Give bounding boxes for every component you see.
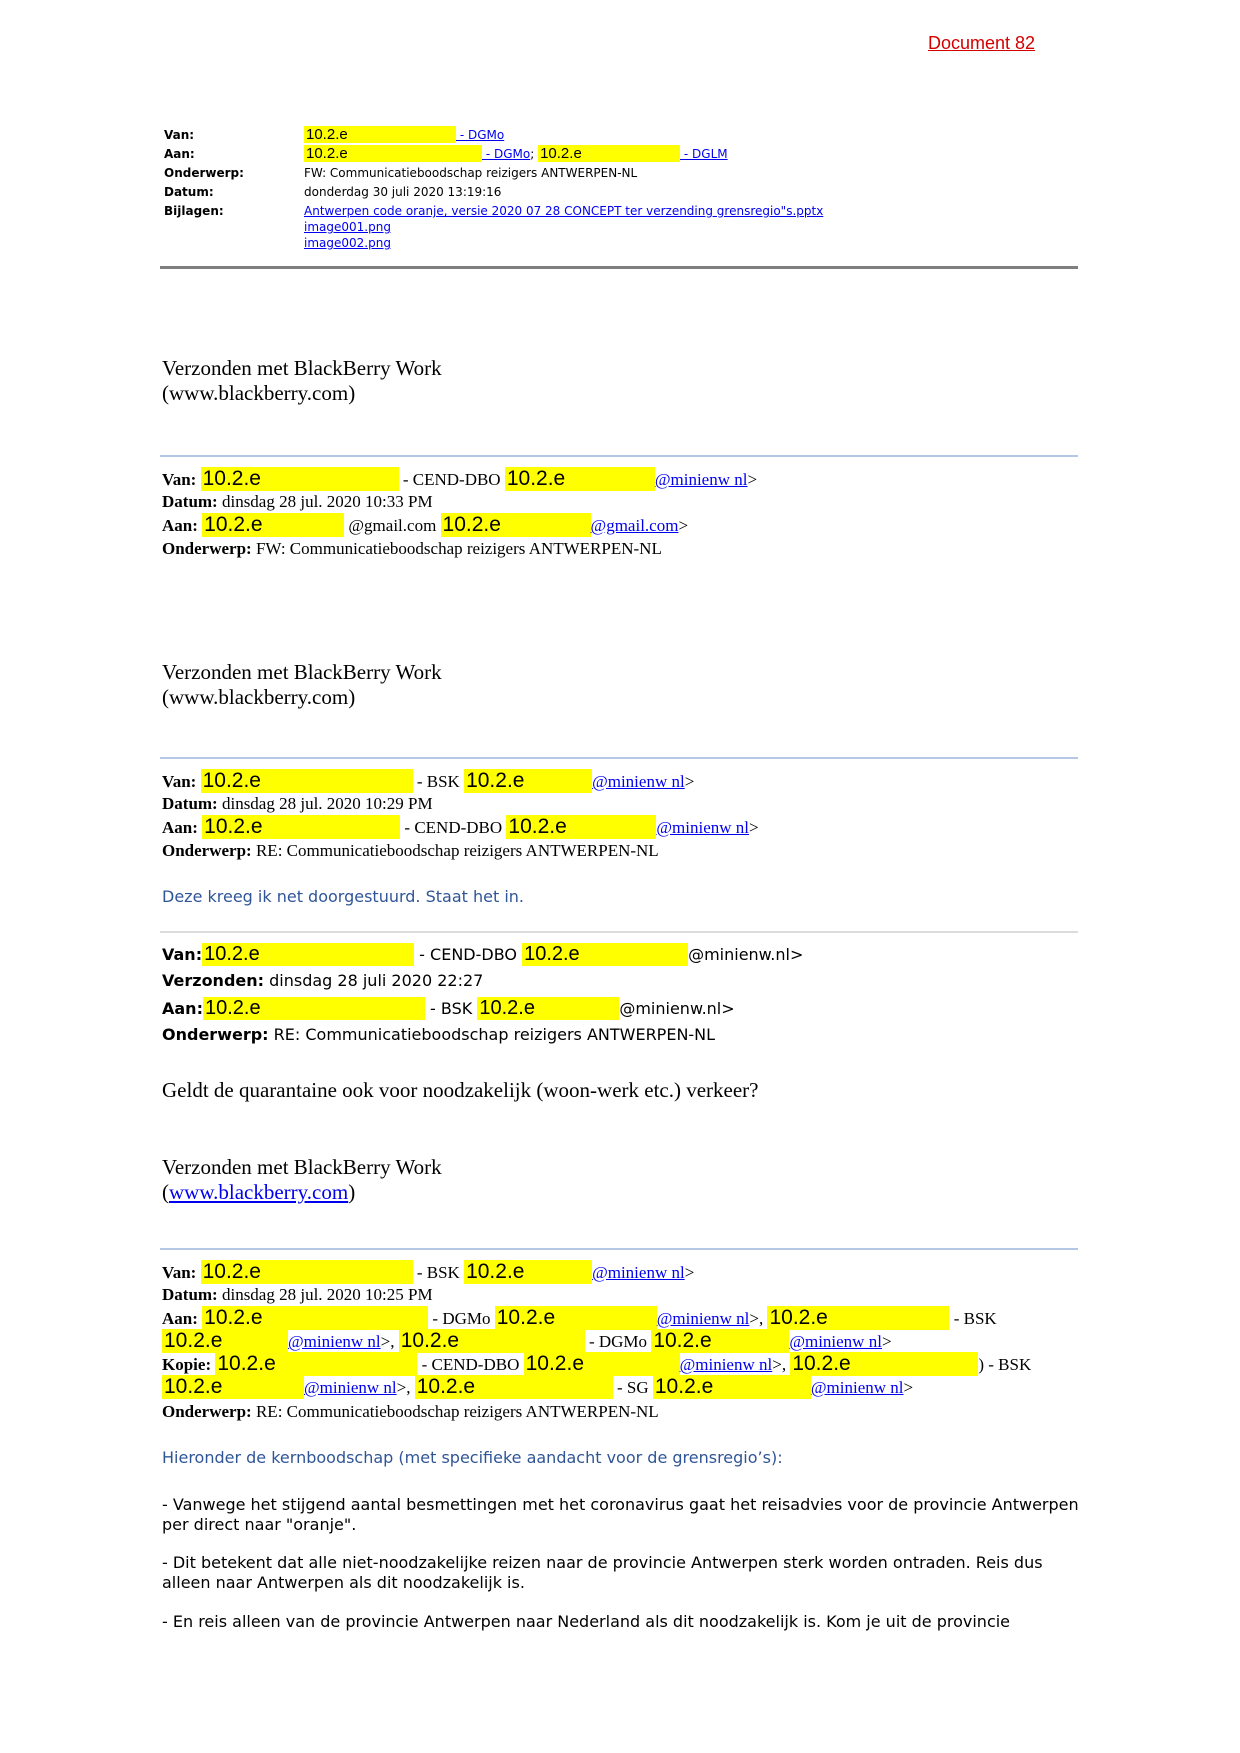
aan-label: Aan: [162, 818, 198, 837]
punct: >, [380, 1332, 399, 1351]
van-department: - CEND-DBO [398, 470, 505, 489]
blackberry-link[interactable]: www.blackberry.com [169, 1180, 349, 1204]
verzonden-label: Verzonden: [162, 971, 265, 990]
punct: > [749, 818, 759, 837]
msg3-verzonden [162, 970, 483, 991]
redaction: 10.2.e [441, 513, 591, 537]
redaction: 10.2.e [201, 1260, 413, 1284]
msg4-kopie-line1 [162, 1352, 1031, 1376]
aan-label: Aan: [162, 1309, 198, 1328]
msg3-van [162, 943, 803, 966]
aan-label: Aan: [162, 999, 203, 1018]
punct: >, [772, 1355, 791, 1374]
header-aan-link-1[interactable]: - DGMo [482, 147, 531, 161]
msg4-aan-line2 [162, 1329, 892, 1353]
redaction: 10.2.e [201, 467, 399, 491]
attachment-link[interactable]: Antwerpen code oranje, versie 2020 07 28 CONCEPT ter verzending grensregio"s.pptx [304, 204, 824, 218]
message-divider [160, 757, 1078, 759]
header-aan-value [304, 145, 728, 162]
msg4-intro: Hieronder de kernboodschap (met specifieke aandacht voor de grensregio’s): [162, 1448, 783, 1467]
van-label: Van: [162, 945, 203, 964]
department: - CEND-DBO [417, 1355, 524, 1374]
van-department: - BSK [412, 1263, 465, 1282]
redaction: 10.2.e [767, 1306, 949, 1330]
datum-value: dinsdag 28 jul. 2020 10:29 PM [217, 794, 433, 813]
message-divider [160, 455, 1078, 457]
sent-with-line: Verzonden met BlackBerry Work [162, 660, 442, 684]
msg1-aan [162, 513, 688, 537]
msg4-van [162, 1260, 694, 1284]
redaction: 10.2.e [538, 145, 680, 162]
msg4-aan-line1 [162, 1306, 997, 1330]
header-bijlagen-label: Bijlagen: [164, 204, 224, 218]
header-aan-link-2[interactable]: - DGLM [680, 147, 728, 161]
redaction: 10.2.e [790, 1352, 978, 1376]
header-aan-label: Aan: [164, 147, 195, 161]
redaction: 10.2.e [477, 997, 619, 1020]
sent-with-line: Verzonden met BlackBerry Work [162, 356, 442, 380]
email-link[interactable]: @minienw nl [304, 1378, 397, 1397]
redaction: 10.2.e [505, 467, 655, 491]
van-label: Van: [162, 470, 197, 489]
separator: ; [530, 147, 535, 161]
header-datum-value: donderdag 30 juli 2020 13:19:16 [304, 185, 502, 199]
redaction: 10.2.e [162, 1329, 288, 1353]
punct: > [678, 516, 689, 535]
onderwerp-value: RE: Communicatieboodschap reizigers ANTWERPEN-NL [268, 1025, 716, 1044]
msg4-datum [162, 1284, 433, 1305]
van-department: - BSK [412, 772, 465, 791]
onderwerp-value: RE: Communicatieboodschap reizigers ANTWERPEN-NL [251, 1402, 659, 1421]
msg1-datum [162, 491, 433, 512]
email-address: @minienw.nl> [688, 945, 804, 964]
sent-with-url [162, 1180, 355, 1204]
redaction: 10.2.e [651, 1329, 789, 1353]
msg2-aan [162, 815, 759, 839]
aan-label: Aan: [162, 516, 198, 535]
message-divider [160, 931, 1078, 933]
header-van-label: Van: [164, 128, 195, 142]
verzonden-value: dinsdag 28 juli 2020 22:27 [264, 971, 484, 990]
attachment-link[interactable]: image001.png [304, 220, 391, 234]
sent-with-line: Verzonden met BlackBerry Work [162, 1155, 442, 1179]
msg3-onderwerp [162, 1024, 715, 1045]
punct: >, [749, 1309, 768, 1328]
header-datum-label: Datum: [164, 185, 214, 199]
punct: > [747, 470, 758, 489]
onderwerp-value: RE: Communicatieboodschap reizigers ANTWERPEN-NL [251, 841, 659, 860]
datum-label: Datum: [162, 492, 218, 511]
msg2-body: Deze kreeg ik net doorgestuurd. Staat het in. [162, 887, 525, 906]
msg1-van [162, 467, 757, 491]
bullet-item: - En reis alleen van de provincie Antwerpen naar Nederland als dit noodzakelijk is. Kom je uit de provincie [162, 1612, 1011, 1631]
redaction: 10.2.e [524, 1352, 680, 1376]
msg1-onderwerp [162, 538, 662, 559]
van-department: - CEND-DBO [414, 945, 523, 964]
punct: ( [162, 1180, 169, 1204]
aan-address: @gmail.com [344, 516, 441, 535]
redaction: 10.2.e [415, 1375, 613, 1399]
redaction: 10.2.e [162, 1375, 304, 1399]
redaction: 10.2.e [202, 513, 344, 537]
redaction: 10.2.e [202, 815, 400, 839]
redaction: 10.2.e [304, 145, 482, 162]
redaction: 10.2.e [653, 1375, 811, 1399]
msg2-datum [162, 793, 433, 814]
redaction: 10.2.e [215, 1352, 417, 1376]
redaction: 10.2.e [203, 997, 425, 1020]
onderwerp-label: Onderwerp: [162, 1025, 269, 1044]
email-link[interactable]: @minienw nl [592, 1263, 685, 1282]
bullet-item: - Dit betekent dat alle niet-noodzakelijke reizen naar de provincie Antwerpen sterk worden ontraden. Reis dus alleen naar Antwerpen als dit noodzakelijk is. [162, 1553, 1043, 1592]
email-header [164, 128, 1084, 252]
redaction: 10.2.e [464, 769, 592, 793]
redaction: 10.2.e [495, 1306, 657, 1330]
email-address: @minienw.nl> [619, 999, 735, 1018]
msg2-van [162, 769, 694, 793]
msg3-body: Geldt de quarantaine ook voor noodzakelijk (woon-werk etc.) verkeer? [162, 1078, 759, 1102]
msg4-kopie-line2 [162, 1375, 913, 1399]
email-link[interactable]: @minienw nl [656, 1309, 750, 1328]
datum-value: dinsdag 28 jul. 2020 10:33 PM [217, 492, 433, 511]
email-link[interactable]: @minienw nl [592, 772, 685, 791]
punct: ) [348, 1180, 356, 1204]
email-link[interactable]: @minienw nl [789, 1332, 882, 1351]
van-label: Van: [162, 772, 197, 791]
onderwerp-value: FW: Communicatieboodschap reizigers ANTWERPEN-NL [251, 539, 662, 558]
sent-with-url: (www.blackberry.com) [162, 381, 356, 405]
aan-department: - BSK [424, 999, 478, 1018]
van-label: Van: [162, 1263, 197, 1282]
document-number[interactable]: Document 82 [928, 33, 1036, 53]
punct: > [881, 1332, 892, 1351]
punct: > [684, 772, 695, 791]
punct: > [903, 1378, 914, 1397]
email-link[interactable]: @minienw nl [810, 1378, 904, 1397]
msg3-aan [162, 997, 735, 1020]
onderwerp-label: Onderwerp: [162, 1402, 252, 1421]
punct: > [684, 1263, 695, 1282]
email-link[interactable]: @minienw nl [679, 1355, 773, 1374]
onderwerp-label: Onderwerp: [162, 841, 252, 860]
sent-with-url: (www.blackberry.com) [162, 685, 356, 709]
message-divider [160, 1248, 1078, 1250]
kopie-label: Kopie: [162, 1355, 212, 1374]
msg2-onderwerp [162, 840, 659, 861]
email-link[interactable]: @gmail.com [590, 516, 679, 535]
email-link[interactable]: @minienw nl [654, 470, 748, 489]
redaction: 10.2.e [522, 943, 688, 966]
redaction: 10.2.e [202, 1306, 428, 1330]
department: - DGMo [584, 1332, 652, 1351]
header-onderwerp-value: FW: Communicatieboodschap reizigers ANTWERPEN-NL [304, 166, 638, 180]
aan-department: - CEND-DBO [400, 818, 507, 837]
bullet-item: - Vanwege het stijgend aantal besmettingen met het coronavirus gaat het reisadvies voor de provincie Antwerpen per direct naar "oranje". [162, 1495, 1079, 1534]
datum-value: dinsdag 28 jul. 2020 10:25 PM [217, 1285, 433, 1304]
email-link[interactable]: @minienw nl [656, 818, 750, 837]
department: ) - BSK [978, 1355, 1032, 1374]
header-divider [160, 266, 1078, 269]
redaction: 10.2.e [304, 126, 456, 143]
redaction: 10.2.e [201, 769, 413, 793]
onderwerp-label: Onderwerp: [162, 539, 252, 558]
header-van-link[interactable]: - DGMo [456, 128, 505, 142]
department: - BSK [949, 1309, 997, 1328]
department: - DGMo [428, 1309, 495, 1328]
attachment-link[interactable]: image002.png [304, 236, 391, 250]
redaction: 10.2.e [399, 1329, 585, 1353]
redaction: 10.2.e [506, 815, 656, 839]
datum-label: Datum: [162, 794, 218, 813]
email-link[interactable]: @minienw nl [288, 1332, 381, 1351]
redaction: 10.2.e [202, 943, 414, 966]
department: - SG [612, 1378, 653, 1397]
redaction: 10.2.e [464, 1260, 592, 1284]
punct: >, [396, 1378, 415, 1397]
msg4-onderwerp [162, 1401, 659, 1422]
datum-label: Datum: [162, 1285, 218, 1304]
header-onderwerp-label: Onderwerp: [164, 166, 244, 180]
header-van-value [304, 126, 504, 143]
